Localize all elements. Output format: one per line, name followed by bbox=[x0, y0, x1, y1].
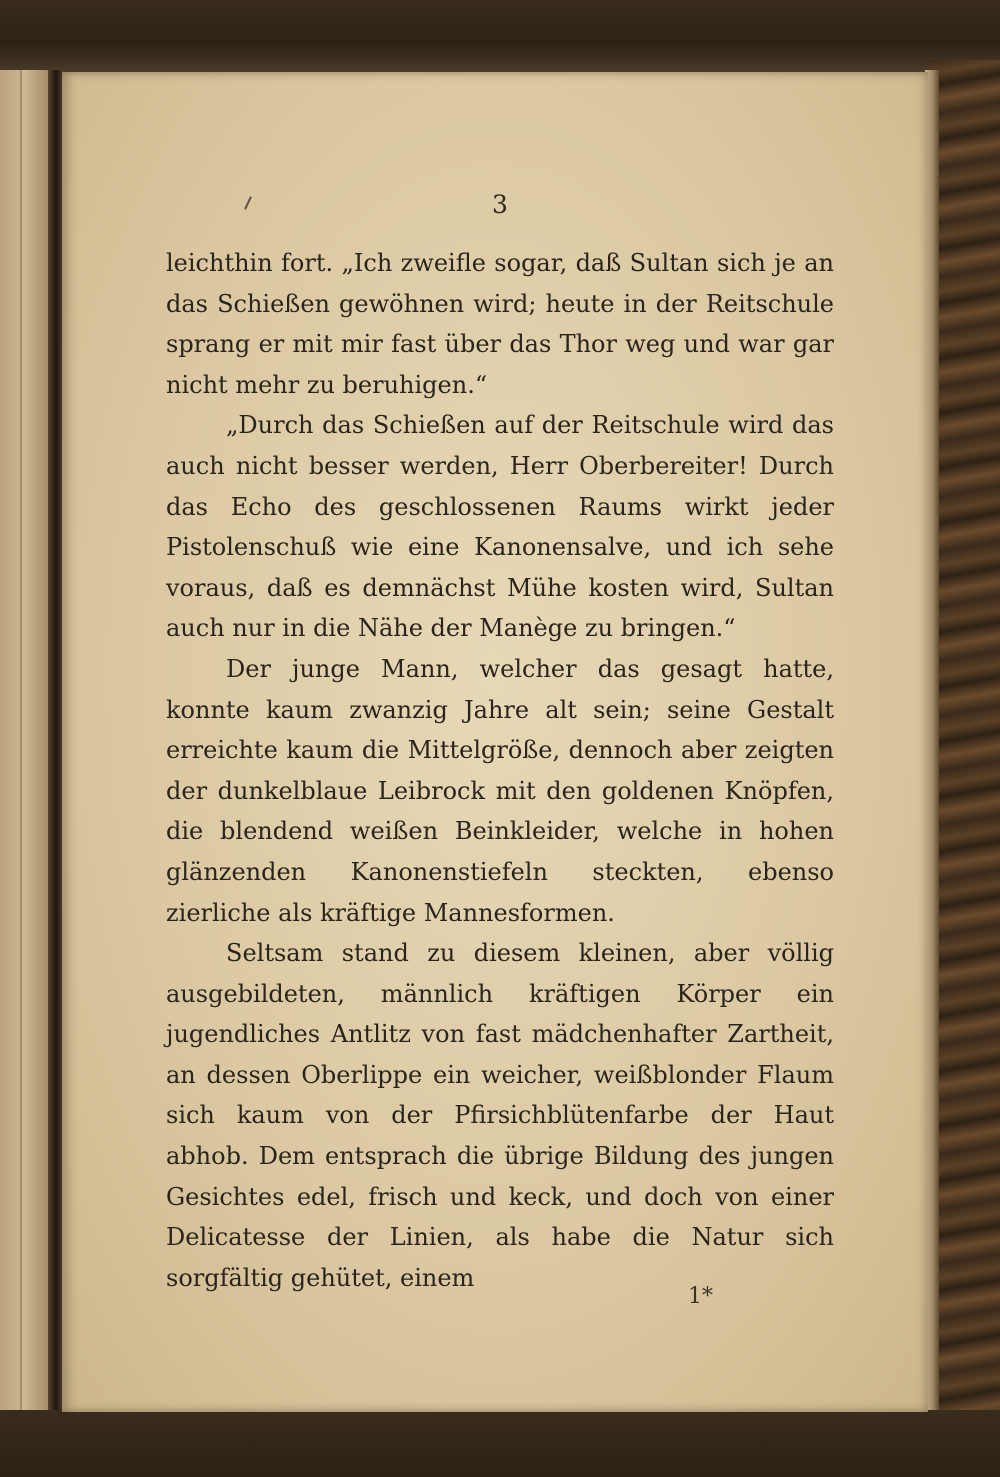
paragraph-4: Seltsam stand zu diesem kleinen, aber völlig ausgebildeten, männlich kräftigen Körper ein jugendliches Antlitz von fast mädchenhafter Zartheit, an dessen Oberlippe ein weicher, weißblonder Flaum sich kaum von der Pfirsichblütenfarbe der Haut abhob. Dem entsprach die übrige Bildung des jungen Gesichtes edel, frisch und keck, und doch von einer Delicatesse der Linien, als habe die Natur sich sorgfältig gehütet, einem bbox=[166, 939, 834, 1292]
page-number: 3 bbox=[492, 190, 508, 219]
page-body-text bbox=[166, 243, 834, 1298]
paragraph-3: Der junge Mann, welcher das gesagt hatte, konnte kaum zwanzig Jahre alt sein; seine Gestalt erreichte kaum die Mittelgröße, dennoch aber zeigten der dunkelblaue Leibrock mit den goldenen Knöpfen, die blendend weißen Beinkleider, welche in hohen glänzenden Kanonenstiefeln steckten, ebenso zierliche als kräftige Mannesformen. bbox=[166, 654, 834, 927]
paragraph-2: „Durch das Schießen auf der Reitschule wird das auch nicht besser werden, Herr Oberbereiter! Durch das Echo des geschlossenen Raums wirkt jeder Pistolenschuß wie eine Kanonensalve, und ich sehe voraus, daß es demnächst Mühe kosten wird, Sultan auch nur in die Nähe der Manège zu bringen.“ bbox=[166, 411, 834, 643]
printer-signature: 1* bbox=[688, 1284, 713, 1309]
paragraph-1: leichthin fort. „Ich zweifle sogar, daß Sultan sich je an das Schießen gewöhnen wird; heute in der Reitschule sprang er mit mir fast über das Thor weg und war gar nicht mehr zu beruhigen.“ bbox=[166, 249, 834, 399]
book-top-edge bbox=[0, 0, 1000, 72]
book-bottom-edge bbox=[0, 1410, 1000, 1477]
